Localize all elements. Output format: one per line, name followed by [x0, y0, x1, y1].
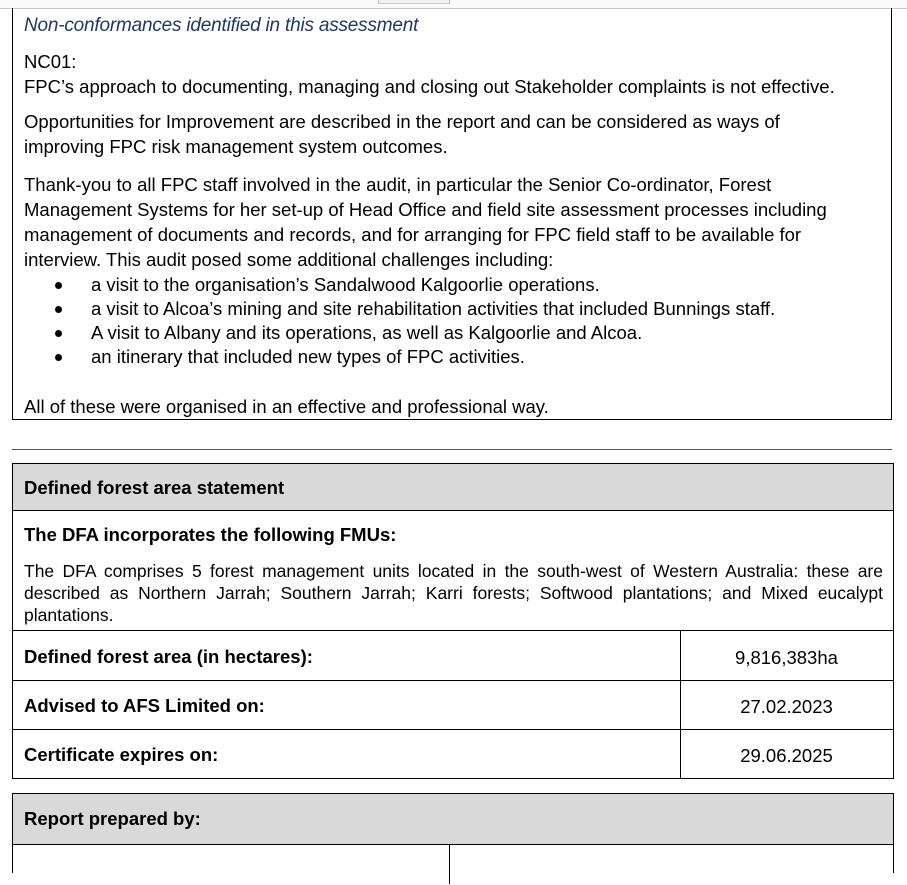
expiry-value: 29.06.2025	[740, 745, 833, 766]
bullet-dot-icon	[55, 330, 62, 337]
dfa-description: The DFA comprises 5 forest management units located in the south-west of Western Australia: these are described as Northern Jarrah; Southern Jarrah; Karri forests; Softwood plantations; and Mixed eucalypt plantations.	[24, 561, 883, 625]
expiry-label: Certificate expires on:	[24, 744, 219, 765]
thanks-line-1: Thank-you to all FPC staff involved in the audit, in particular the Senior Co-ordinator, Forest	[24, 174, 772, 195]
bullet-dot-icon	[55, 354, 62, 361]
closing-text: All of these were organised in an effective and professional way.	[24, 396, 549, 417]
prepared-by-label: Report prepared by:	[24, 808, 201, 829]
list-item-text: a visit to Alcoa’s mining and site rehabilitation activities that included Bunnings staff.	[91, 298, 776, 319]
thanks-line-2: Management Systems for her set-up of Head Office and field site assessment processes including	[24, 199, 827, 220]
challenges-list	[55, 273, 775, 369]
bullet-dot-icon	[55, 282, 62, 289]
row-divider	[13, 630, 893, 631]
thanks-line-3: management of documents and records, and for arranging for FPC field staff to be available for	[24, 224, 802, 245]
list-item	[55, 273, 775, 297]
prepared-by-row	[13, 844, 893, 885]
page-tab-marker	[378, 0, 450, 4]
fmu-heading: The DFA incorporates the following FMUs:	[24, 524, 397, 545]
list-item-text: A visit to Albany and its operations, as well as Kalgoorlie and Alcoa.	[91, 322, 643, 343]
improvement-line-1: Opportunities for Improvement are described in the report and can be considered as ways of	[24, 111, 780, 132]
improvement-line-2: improving FPC risk management system outcomes.	[24, 136, 448, 157]
column-divider	[680, 630, 681, 779]
dfa-table	[12, 463, 894, 779]
row-divider	[13, 729, 893, 730]
list-item	[55, 345, 775, 369]
nc-text: FPC’s approach to documenting, managing and closing out Stakeholder complaints is not effective.	[24, 76, 835, 97]
list-item-text: an itinerary that included new types of FPC activities.	[91, 346, 525, 367]
row-divider	[13, 680, 893, 681]
bullet-dot-icon	[55, 306, 62, 313]
section-divider	[12, 449, 892, 450]
column-divider	[449, 844, 450, 884]
report-prepared-box	[12, 793, 894, 873]
advised-value: 27.02.2023	[740, 696, 833, 717]
list-item-text: a visit to the organisation’s Sandalwood Kalgoorlie operations.	[91, 274, 600, 295]
dfa-section-title: Defined forest area statement	[24, 477, 285, 498]
nc-code: NC01:	[24, 51, 77, 72]
nonconformance-box	[12, 8, 892, 420]
list-item	[55, 321, 775, 345]
dfa-header	[13, 464, 893, 511]
dfa-area-label: Defined forest area (in hectares):	[24, 646, 313, 667]
dfa-area-value: 9,816,383ha	[735, 647, 838, 668]
nonconformance-heading: Non-conformances identified in this assessment	[24, 15, 419, 36]
advised-label: Advised to AFS Limited on:	[24, 695, 265, 716]
thanks-line-4: interview. This audit posed some additional challenges including:	[24, 249, 554, 270]
list-item	[55, 297, 775, 321]
